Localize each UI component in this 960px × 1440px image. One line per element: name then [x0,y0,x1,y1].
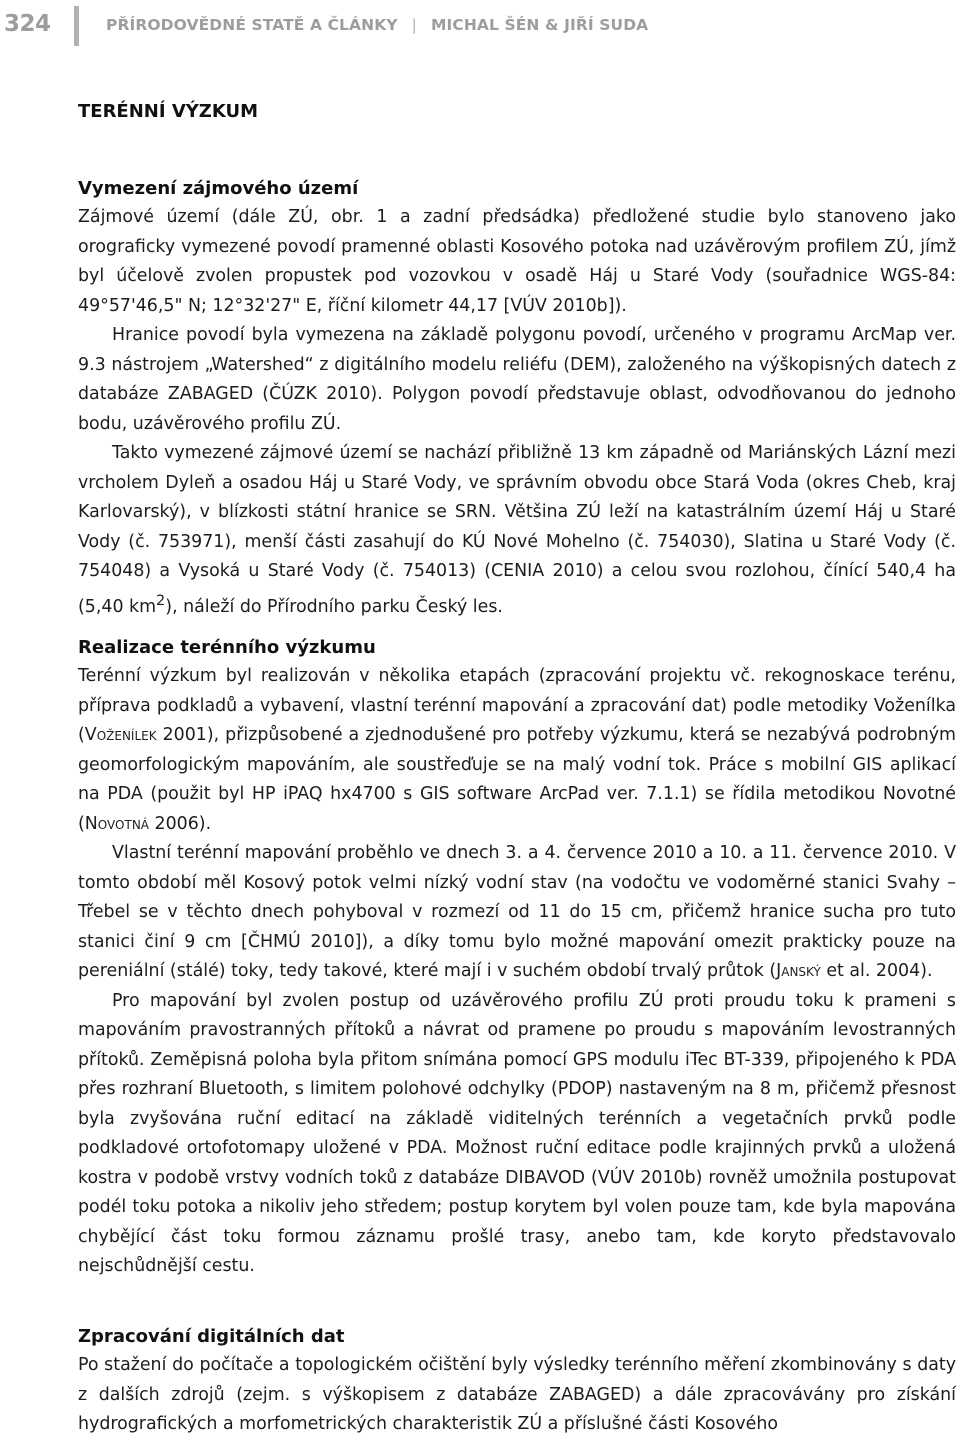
text-run: 2001), přizpůsobené a zjednodušené pro potřeby výzkumu, která se nezabývá podrobným geomorfologickým mapováním, ale soustřeďuje se na malý vodní tok. Práce s mobilní GIS aplikací na PDA (použit byl HP iPAQ hx4700 s GIS software ArcPad ver. 7.1.1) se řídila metodikou Novotné ( [78,725,956,834]
page-number: 324 [4,11,51,37]
section-title: TERÉNNÍ VÝZKUM [78,101,258,122]
header-authors: MICHAL ŠÉN & JIŘÍ SUDA [430,16,649,34]
text-run: Terénní výzkum byl realizován v několika etapách (zpracování projektu vč. rekognoskace terénu, příprava podkladů a vybavení, vlastní terénní mapování a zpracování dat) podle metodiky Voženílka ( [78,666,956,745]
citation-author: Voženílek [84,725,157,745]
paragraph [78,439,956,622]
paragraph: Zájmové území (dále ZÚ, obr. 1 a zadní předsádka) předložené studie bylo stanoveno jako orograficky vymezené povodí pramenné oblasti Kosového potoka nad uzávěrovým profilem ZÚ, jímž byl účelově zvolen propustek pod vozovkou v osadě Háj u Staré Vody (souřadnice WGS-84: 49°57'46,5" N; 12°32'27" E, říční kilometr 44,17 [VÚV 2010b]). [78,207,956,316]
text-run: Vlastní terénní mapování proběhlo ve dnech 3. a 4. července 2010 a 10. a 11. července 2010. V tomto období měl Kosový potok velmi nízký vodní stav (na vodočtu ve vodoměrné stanici Svahy – Třebel se v těchto dnech pohyboval v rozmezí od 11 do 15 cm, přičemž hranice sucha pro tuto stanici činí 9 cm [ČHMÚ 2010]), a díky tomu bylo možné mapování omezit prakticky pouze na pereniální (stálé) toky, tedy takové, které mají i v suchém období trvalý průtok ( [78,843,956,981]
running-header-text [106,16,648,34]
paragraph [78,839,956,987]
text-run: ), náleží do Přírodního parku Český les. [165,596,503,617]
citation-author: Novotná [84,813,149,834]
subheading-study-area: Vymezení zájmového území [78,178,359,199]
paragraph: Hranice povodí byla vymezena na základě polygonu povodí, určeného v programu ArcMap ver. 9.3 nástrojem „Watershed“ z digitálního modelu reliéfu (DEM), založeného na výškopisných datech z databáze ZABAGED (ČÚZK 2010). Polygon povodí představuje oblast, odvodňovanou do jednoho bodu, uzávěrového profilu ZÚ. [78,325,956,434]
running-header [0,0,960,50]
section-data-processing [78,1322,956,1440]
paragraph: Po stažení do počítače a topologickém očištění byly výsledky terénního měření zkombinovány s daty z dalších zdrojů (zejm. s výškopisem z databáze ZABAGED) a dále zpracovávány pro získání hydrografických a morfometrických charakteristik ZÚ a příslušné části Kosového [78,1355,956,1434]
subheading-data-processing: Zpracování digitálních dat [78,1326,345,1347]
section-study-area [78,174,956,622]
text-run: 2006). [149,813,212,834]
text-run: et al. 2004). [820,961,933,981]
section-field-research [78,633,956,1282]
text-run: Takto vymezené zájmové území se nachází přibližně 13 km západně od Mariánských Lázní mezi vrcholem Dyleň a osadou Háj u Staré Vody, ve správním obvodu obce Stará Voda (okres Cheb, kraj Karlovarský), v blízkosti státní hranice se SRN. Většina ZÚ leží na katastrálním území Háj u Staré Vody (č. 753971), menší části zasahují do KÚ Nové Mohelno (č. 754030), Slatina u Staré Vody (č. 754048) a Vysoká u Staré Vody (č. 754013) (CENIA 2010) a celou svou rozlohou, čínící 540,4 ha (5,40 km [78,443,956,617]
header-separator: | [411,16,417,34]
subheading-field-research: Realizace terénního výzkumu [78,637,376,658]
citation-author: Janský [776,961,821,981]
paragraph [78,662,956,839]
paragraph: Pro mapování byl zvolen postup od uzávěrového profilu ZÚ proti proudu toku k prameni s mapováním pravostranných přítoků a návrat od pramene po proudu s mapováním levostranných přítoků. Zeměpisná poloha byla přitom snímána pomocí GPS modulu iTec BT-339, připojeného k PDA přes rozhraní Bluetooth, s limitem polohové odchylky (PDOP) nastaveným na 8 m, přičemž přesnost byla zvyšována ruční editací na základě viditelných terénních a vegetačních prvků podle podkladové ortofotomapy uložené v PDA. Možnost ruční editace podle krajinných prvků a uložená kostra v podobě vrstvy vodních toků z databáze DIBAVOD (VÚV 2010b) rovněž umožnila postupovat podél toku potoka a nikoliv jeho středem; postup korytem byl volen pouze tam, kde byla mapována chybějící část toku formou záznamu prošlé trasy, anebo tam, kde koryto představovalo nejschůdnější cestu. [78,990,956,1276]
superscript: 2 [156,592,166,609]
header-divider [74,6,79,46]
header-section: PŘÍRODOVĚDNÉ STATĚ A ČLÁNKY [106,16,398,34]
